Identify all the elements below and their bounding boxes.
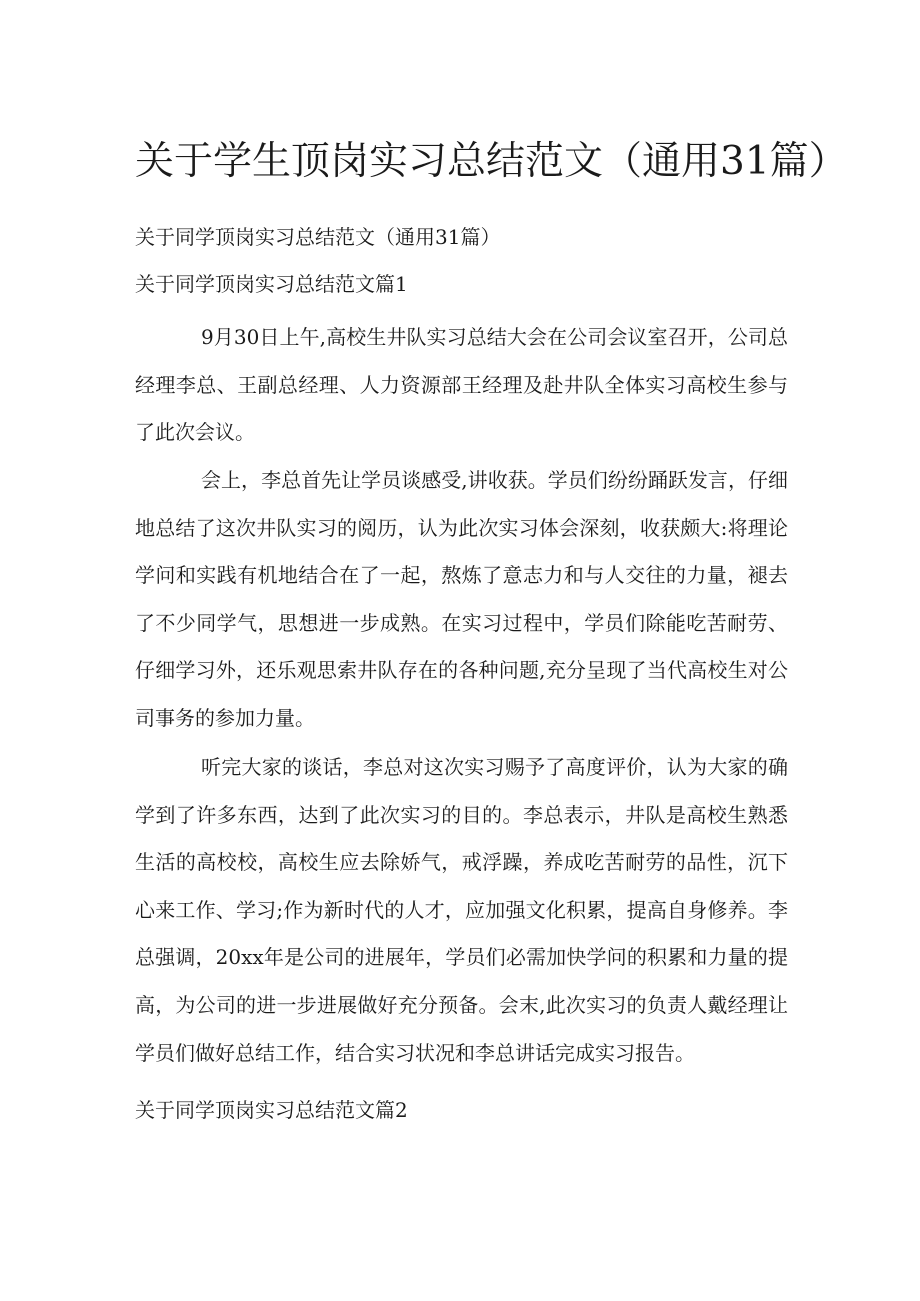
document-subtitle: 关于同学顶岗实习总结范文（通用31篇） (135, 225, 501, 249)
paragraph-1: 9月30日上午,高校生井队实习总结大会在公司会议室召开，公司总经理李总、王副总经理、人力资源部王经理及赴井队全体实习高校生参与了此次会议。 (135, 325, 788, 445)
section-heading-1: 关于同学顶岗实习总结范文篇1 (135, 272, 408, 296)
document-title: 关于学生顶岗实习总结范文（通用31篇） (135, 139, 848, 184)
section-heading-2: 关于同学顶岗实习总结范文篇2 (135, 1098, 408, 1122)
paragraph-3: 听完大家的谈话，李总对这次实习赐予了高度评价，认为大家的确学到了许多东西，达到了此次实习的目的。李总表示，井队是高校生熟悉生活的高校校，高校生应去除娇气，戒浮躁，养成吃苦耐劳的品性，沉下心来工作、学习;作为新时代的人才，应加强文化积累，提高自身修养。李总强调，20xx年是公司的进展年，学员们必需加快学问的积累和力量的提高，为公司的进一步进展做好充分预备。会末,此次实习的负责人戴经理让学员们做好总结工作，结合实习状况和李总讲话完成实习报告。 (135, 755, 788, 1065)
paragraph-2: 会上，李总首先让学员谈感受,讲收获。学员们纷纷踊跃发言，仔细地总结了这次井队实习的阅历，认为此次实习体会深刻，收获颇大:将理论学问和实践有机地结合在了一起，熬炼了意志力和与人交往的力量，褪去了不少同学气，思想进一步成熟。在实习过程中，学员们除能吃苦耐劳、仔细学习外，还乐观思索井队存在的各种问题,充分呈现了当代高校生对公司事务的参加力量。 (135, 468, 788, 730)
